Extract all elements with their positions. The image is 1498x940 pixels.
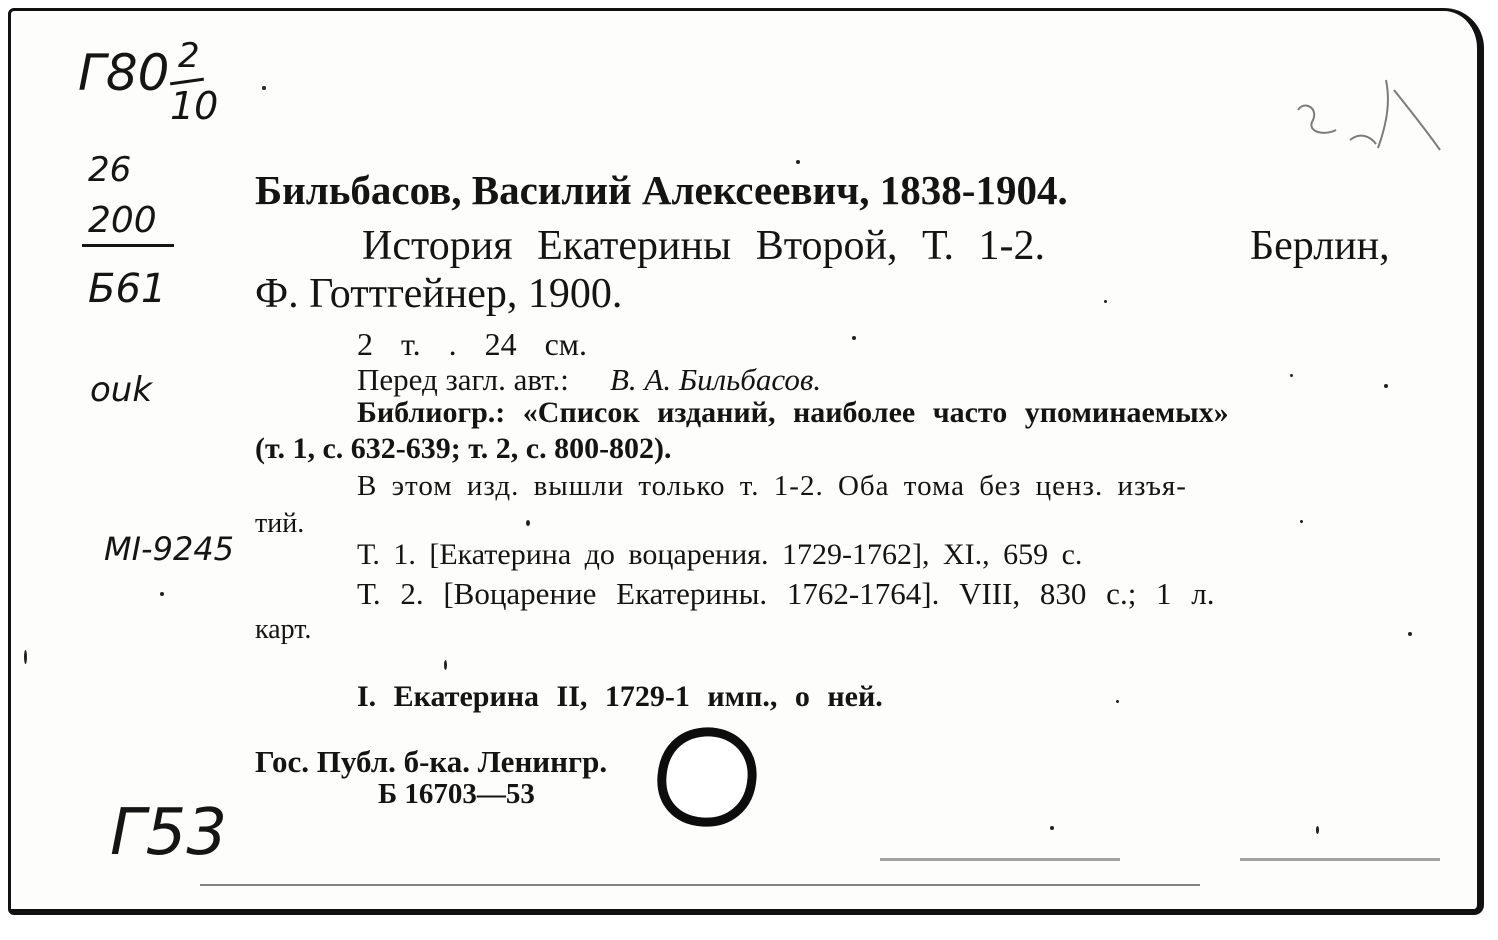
volume-2-contents-line-2: карт.: [255, 614, 312, 645]
scan-speck: [796, 160, 800, 164]
handwritten-fraction-denominator: 10: [170, 84, 219, 128]
handwritten-class-1: 26: [88, 150, 132, 190]
handwritten-mark-ouk: ouk: [90, 370, 153, 410]
bibliography-line-2: (т. 1, с. 632-639; т. 2, с. 800-802).: [255, 432, 672, 465]
scan-speck: [1050, 826, 1054, 830]
scan-speck: [526, 520, 530, 526]
handwritten-inventory-number: MI-9245: [104, 530, 235, 568]
punch-hole-circle: [652, 724, 762, 832]
physical-extent: 2 т. . 24 см.: [357, 326, 588, 362]
scan-speck: [852, 336, 856, 340]
volume-2-contents-line-1: Т. 2. [Воцарение Екатерины. 1762-1764]. VIII, 830 с.; 1 л.: [357, 576, 1215, 611]
scan-speck: [262, 86, 266, 90]
handwritten-class-2: 200: [88, 200, 157, 241]
title-line-1: История Екатерины Второй, Т. 1-2.: [362, 223, 1045, 269]
scan-speck: [1384, 384, 1388, 388]
censorship-note-line-2: тий.: [255, 508, 305, 539]
scan-speck: [444, 660, 447, 670]
title-line-2: Ф. Готтгейнер, 1900.: [255, 271, 623, 317]
publication-place: Берлин,: [1250, 223, 1390, 269]
scan-speck: [1300, 520, 1303, 523]
subject-heading: I. Екатерина II, 1729-1 имп., о ней.: [357, 680, 883, 713]
volume-1-contents: Т. 1. [Екатерина до воцарения. 1729-1762], XI., 659 с.: [357, 538, 1083, 571]
scan-streak: [200, 884, 1200, 886]
handwritten-fraction-numerator: 2: [178, 36, 200, 76]
bibliography-line-1: Библиогр.: «Список изданий, наиболее часто упоминаемых»: [357, 396, 1229, 429]
handwritten-class-bar: [82, 244, 174, 247]
handwritten-shelf-mark: Г80: [78, 44, 170, 102]
scan-speck: [24, 650, 27, 664]
scan-speck: [1408, 632, 1412, 636]
library-line-1: Гос. Публ. б-ка. Ленингр.: [255, 744, 608, 779]
scan-speck: [1116, 700, 1119, 703]
scan-speck: [1290, 374, 1293, 377]
censorship-note-line-1: В этом изд. вышли только т. 1-2. Оба тома без ценз. изъя-: [357, 470, 1187, 502]
faint-scribble-mark: [1290, 70, 1450, 180]
handwritten-class-3: Б61: [88, 266, 167, 312]
library-line-2: Б 16703—53: [378, 778, 535, 810]
handwritten-bottom-mark: Г53: [110, 796, 228, 870]
scan-speck: [1316, 826, 1319, 834]
note-author-name: В. А. Бильбасов.: [610, 362, 822, 397]
note-author-prefix: Перед загл. авт.:: [357, 362, 569, 397]
scan-speck: [1104, 300, 1107, 303]
scan-speck: [160, 592, 164, 596]
author-heading: Бильбасов, Василий Алексеевич, 1838-1904.: [255, 167, 1068, 213]
scan-streak: [880, 858, 1120, 861]
scan-streak: [1240, 858, 1440, 861]
